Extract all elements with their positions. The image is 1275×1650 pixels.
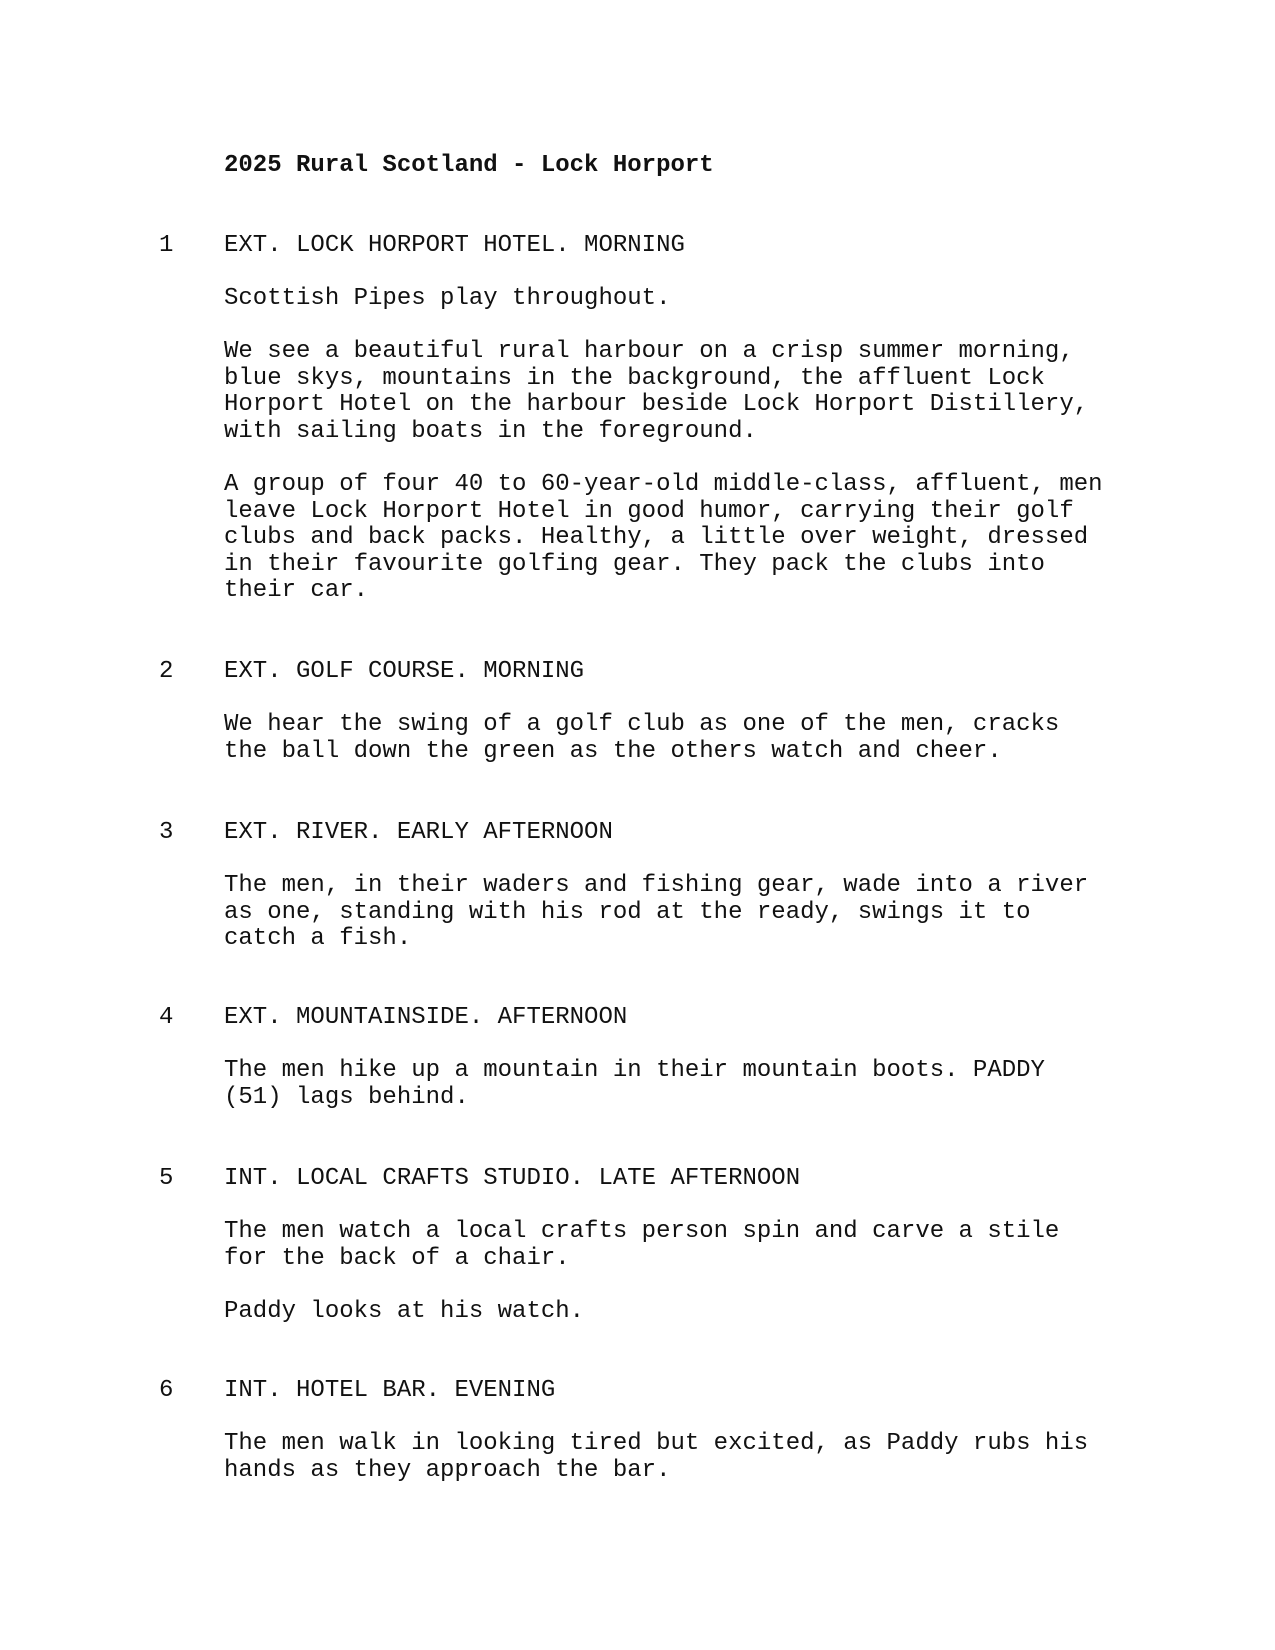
scene-number: 2 — [159, 658, 174, 685]
scene-heading: INT. LOCAL CRAFTS STUDIO. LATE AFTERNOON — [224, 1165, 801, 1192]
scene-number: 5 — [159, 1165, 174, 1192]
scene-number: 1 — [159, 232, 174, 259]
page-title: 2025 Rural Scotland - Lock Horport — [224, 152, 714, 179]
scene-heading: EXT. GOLF COURSE. MORNING — [224, 658, 585, 685]
scene-number: 4 — [159, 1004, 174, 1031]
scene-number: 3 — [159, 819, 174, 846]
scene-heading: INT. HOTEL BAR. EVENING — [224, 1377, 556, 1404]
scene-heading: EXT. MOUNTAINSIDE. AFTERNOON — [224, 1004, 628, 1031]
action-paragraph: The men hike up a mountain in their mountain boots. PADDY (51) lags behind. — [224, 1057, 1045, 1111]
action-paragraph: Paddy looks at his watch. — [224, 1298, 585, 1325]
action-paragraph: The men watch a local crafts person spin and carve a stile for the back of a chair. — [224, 1218, 1060, 1272]
action-paragraph: We see a beautiful rural harbour on a crisp summer morning, blue skys, mountains in the background, the affluent Lock Horport Hotel on the harbour beside Lock Horport Distillery, with sailing boats in the foreground. — [224, 338, 1089, 445]
scene-number: 6 — [159, 1377, 174, 1404]
action-paragraph: We hear the swing of a golf club as one of the men, cracks the ball down the green as the others watch and cheer. — [224, 711, 1060, 765]
action-paragraph: Scottish Pipes play throughout. — [224, 285, 671, 312]
scene-heading: EXT. LOCK HORPORT HOTEL. MORNING — [224, 232, 685, 259]
scene-heading: EXT. RIVER. EARLY AFTERNOON — [224, 819, 613, 846]
action-paragraph: A group of four 40 to 60-year-old middle-class, affluent, men leave Lock Horport Hotel in good humor, carrying their golf clubs and back packs. Healthy, a little over weight, dressed in their favourite golfing gear. They pack the clubs into their car. — [224, 471, 1103, 604]
action-paragraph: The men walk in looking tired but excited, as Paddy rubs his hands as they approach the bar. — [224, 1430, 1089, 1484]
action-paragraph: The men, in their waders and fishing gear, wade into a river as one, standing with his rod at the ready, swings it to catch a fish. — [224, 872, 1089, 952]
